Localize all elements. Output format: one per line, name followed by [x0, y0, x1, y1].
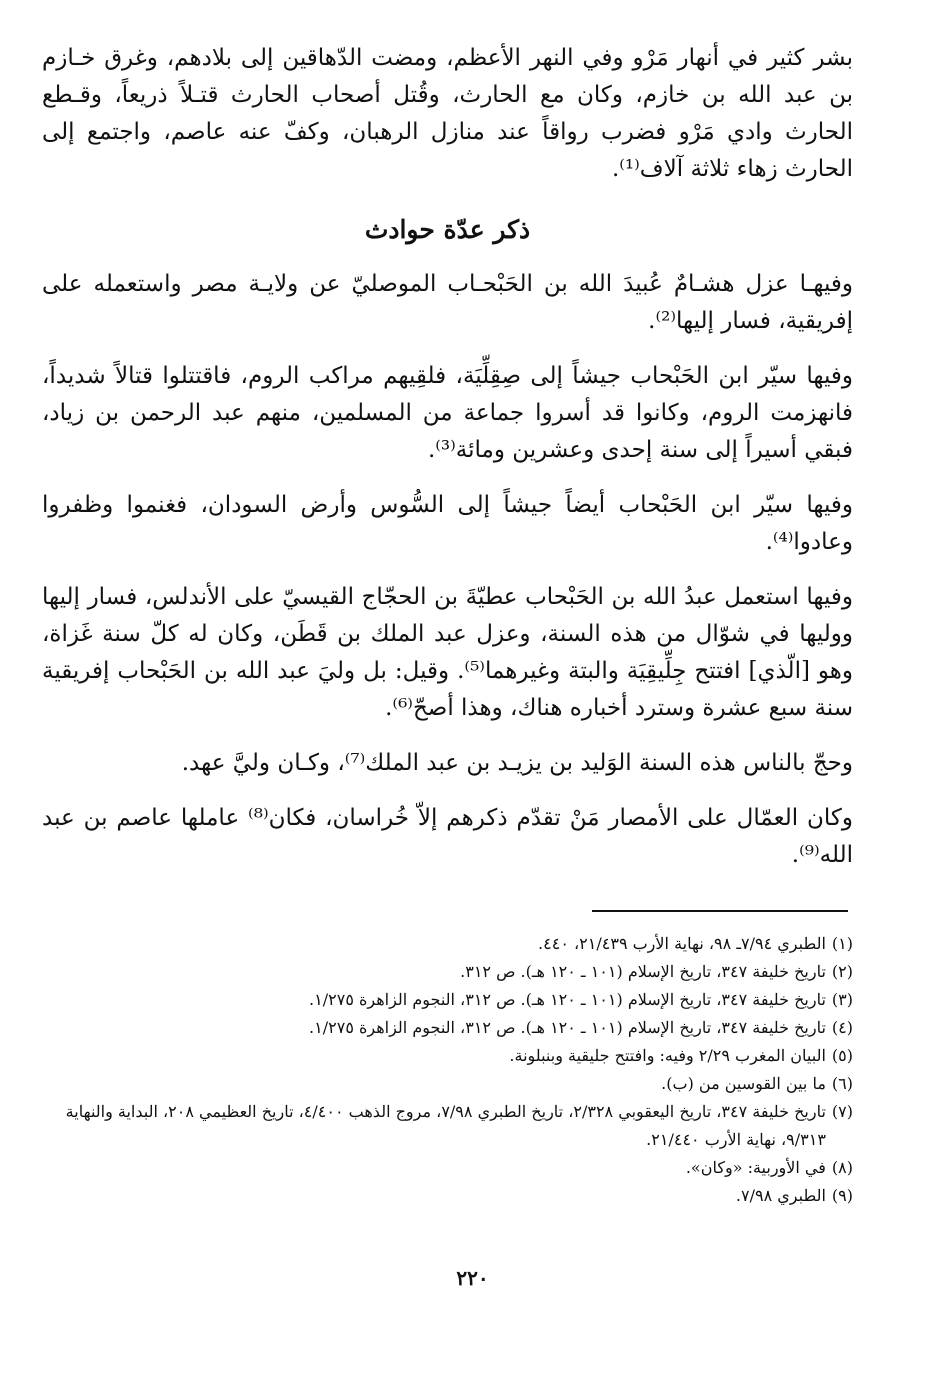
footnote-divider [592, 910, 848, 912]
paragraph: وفيهـا عزل هشـامٌ عُبيدَ الله بن الحَبْحـاب الموصليّ عن ولايـة مصر واستعمله على إفريقية، فسار إليها⁽²⁾. [42, 271, 853, 334]
footnote-text: تاريخ خليفة ٣٤٧، تاريخ الإسلام (١٠١ ـ ١٢٠ هـ). ص ٣١٢، النجوم الزاهرة ١/٢٧٥. [309, 1018, 826, 1037]
paragraph: وفيها سيّر ابن الحَبْحاب جيشاً إلى صِقِلِّيَة، فلقِيهم مراكب الروم، فاقتتلوا قتالاً شديداً، فانهزمت الروم، وكانوا قد أسروا جماعة من المسلمين، منهم عبد الرحمن بن زياد، فبقي أسيراً إلى سنة إحدى وعشرين ومائة⁽³⁾. [42, 363, 853, 463]
footnote-text: ما بين القوسين من (ب). [661, 1074, 826, 1093]
page-number: ٢٢٠ [456, 1266, 489, 1290]
footnote-number: (٤) [831, 1018, 853, 1037]
paragraph: وحجّ بالناس هذه السنة الوَليد بن يزيـد بن عبد الملك⁽⁷⁾، وكـان وليَّ عهد. [181, 750, 853, 776]
footnote [42, 986, 853, 1014]
footnote-number: (٢) [831, 962, 853, 981]
footnote-text: الطبري ٧/٩٨. [735, 1186, 826, 1205]
footnote-number: (٥) [831, 1046, 853, 1065]
footnote [42, 930, 853, 958]
footnote [42, 1070, 853, 1098]
intro-paragraph: بشر كثير في أنهار مَرْو وفي النهر الأعظم، ومضت الدّهاقين إلى بلادهم، وغرق خـازم بن عبد الله بن خازم، وكان مع الحارث، وقُتل أصحاب الحارث قتـلاً ذريعاً، وقـطع الحارث وادي مَرْو فضرب رواقاً عند منازل الرهبان، وكفّ عنه عاصم، واجتمع إلى الحارث زهاء ثلاثة آلاف⁽¹⁾. [42, 45, 853, 182]
footnote-text: في الأوربية: «وكان». [685, 1158, 826, 1177]
footnote [42, 1042, 853, 1070]
footnote-text: تاريخ خليفة ٣٤٧، تاريخ الإسلام (١٠١ ـ ١٢٠ هـ). ص ٣١٢. [460, 962, 826, 981]
paragraph: وكان العمّال على الأمصار مَنْ تقدّم ذكرهم إلاّ خُراسان، فكان⁽⁸⁾ عاملها عاصم بن عبد الله⁽⁹⁾. [42, 805, 853, 868]
paragraph: وفيها استعمل عبدُ الله بن الحَبْحاب عطيّةَ بن الحجّاج القيسيّ على الأندلس، فسار إليها ووليها في شوّال من هذه السنة، وعزل عبد الملك بن قَطَن، وكان له كلّ سنة غَزاة، وهو [الّذي] افتتح جِلِّيقِيَة والبتة وغيرهما⁽⁵⁾. وقيل: بل وليَ عبد الله بن الحَبْحاب إفريقية سنة سبع عشرة وسترد أخباره هناك، وهذا أصحّ⁽⁶⁾. [42, 584, 854, 721]
footnote-text: الطبري ٧/٩٤ـ ٩٨، نهاية الأرب ٢١/٤٣٩، ٤٤٠. [538, 934, 826, 953]
footnote-number: (٣) [831, 990, 853, 1009]
footnote [42, 1014, 853, 1042]
footnote [42, 958, 853, 986]
footnotes [42, 930, 853, 1210]
footnote-number: (٦) [831, 1074, 853, 1093]
footnote [42, 1154, 853, 1182]
footnote [42, 1098, 853, 1154]
footnote-number: (٧) [831, 1102, 853, 1121]
main-text [42, 40, 853, 874]
section-heading: ذكر عدّة حوادث [364, 215, 531, 244]
footnote [42, 1182, 853, 1210]
footnote-text: تاريخ خليفة ٣٤٧، تاريخ الإسلام (١٠١ ـ ١٢٠ هـ). ص ٣١٢، النجوم الزاهرة ١/٢٧٥. [309, 990, 826, 1009]
footnote-number: (٨) [831, 1158, 853, 1177]
paragraph: وفيها سيّر ابن الحَبْحاب أيضاً جيشاً إلى السُّوس وأرض السودان، فغنموا وظفروا وعادوا⁽⁴⁾. [42, 492, 853, 555]
footnote-number: (٩) [831, 1186, 853, 1205]
footnote-text: تاريخ خليفة ٣٤٧، تاريخ اليعقوبي ٢/٣٢٨، تاريخ الطبري ٧/٩٨، مروج الذهب ٤/٤٠٠، تاريخ العظيمي ٢٠٨، البداية والنهاية ٩/٣١٣، نهاية الأرب ٢١/٤٤٠. [65, 1102, 826, 1149]
footnote-text: البيان المغرب ٢/٢٩ وفيه: وافتتح جليقية وبنبلونة. [509, 1046, 826, 1065]
footnote-number: (١) [831, 934, 853, 953]
